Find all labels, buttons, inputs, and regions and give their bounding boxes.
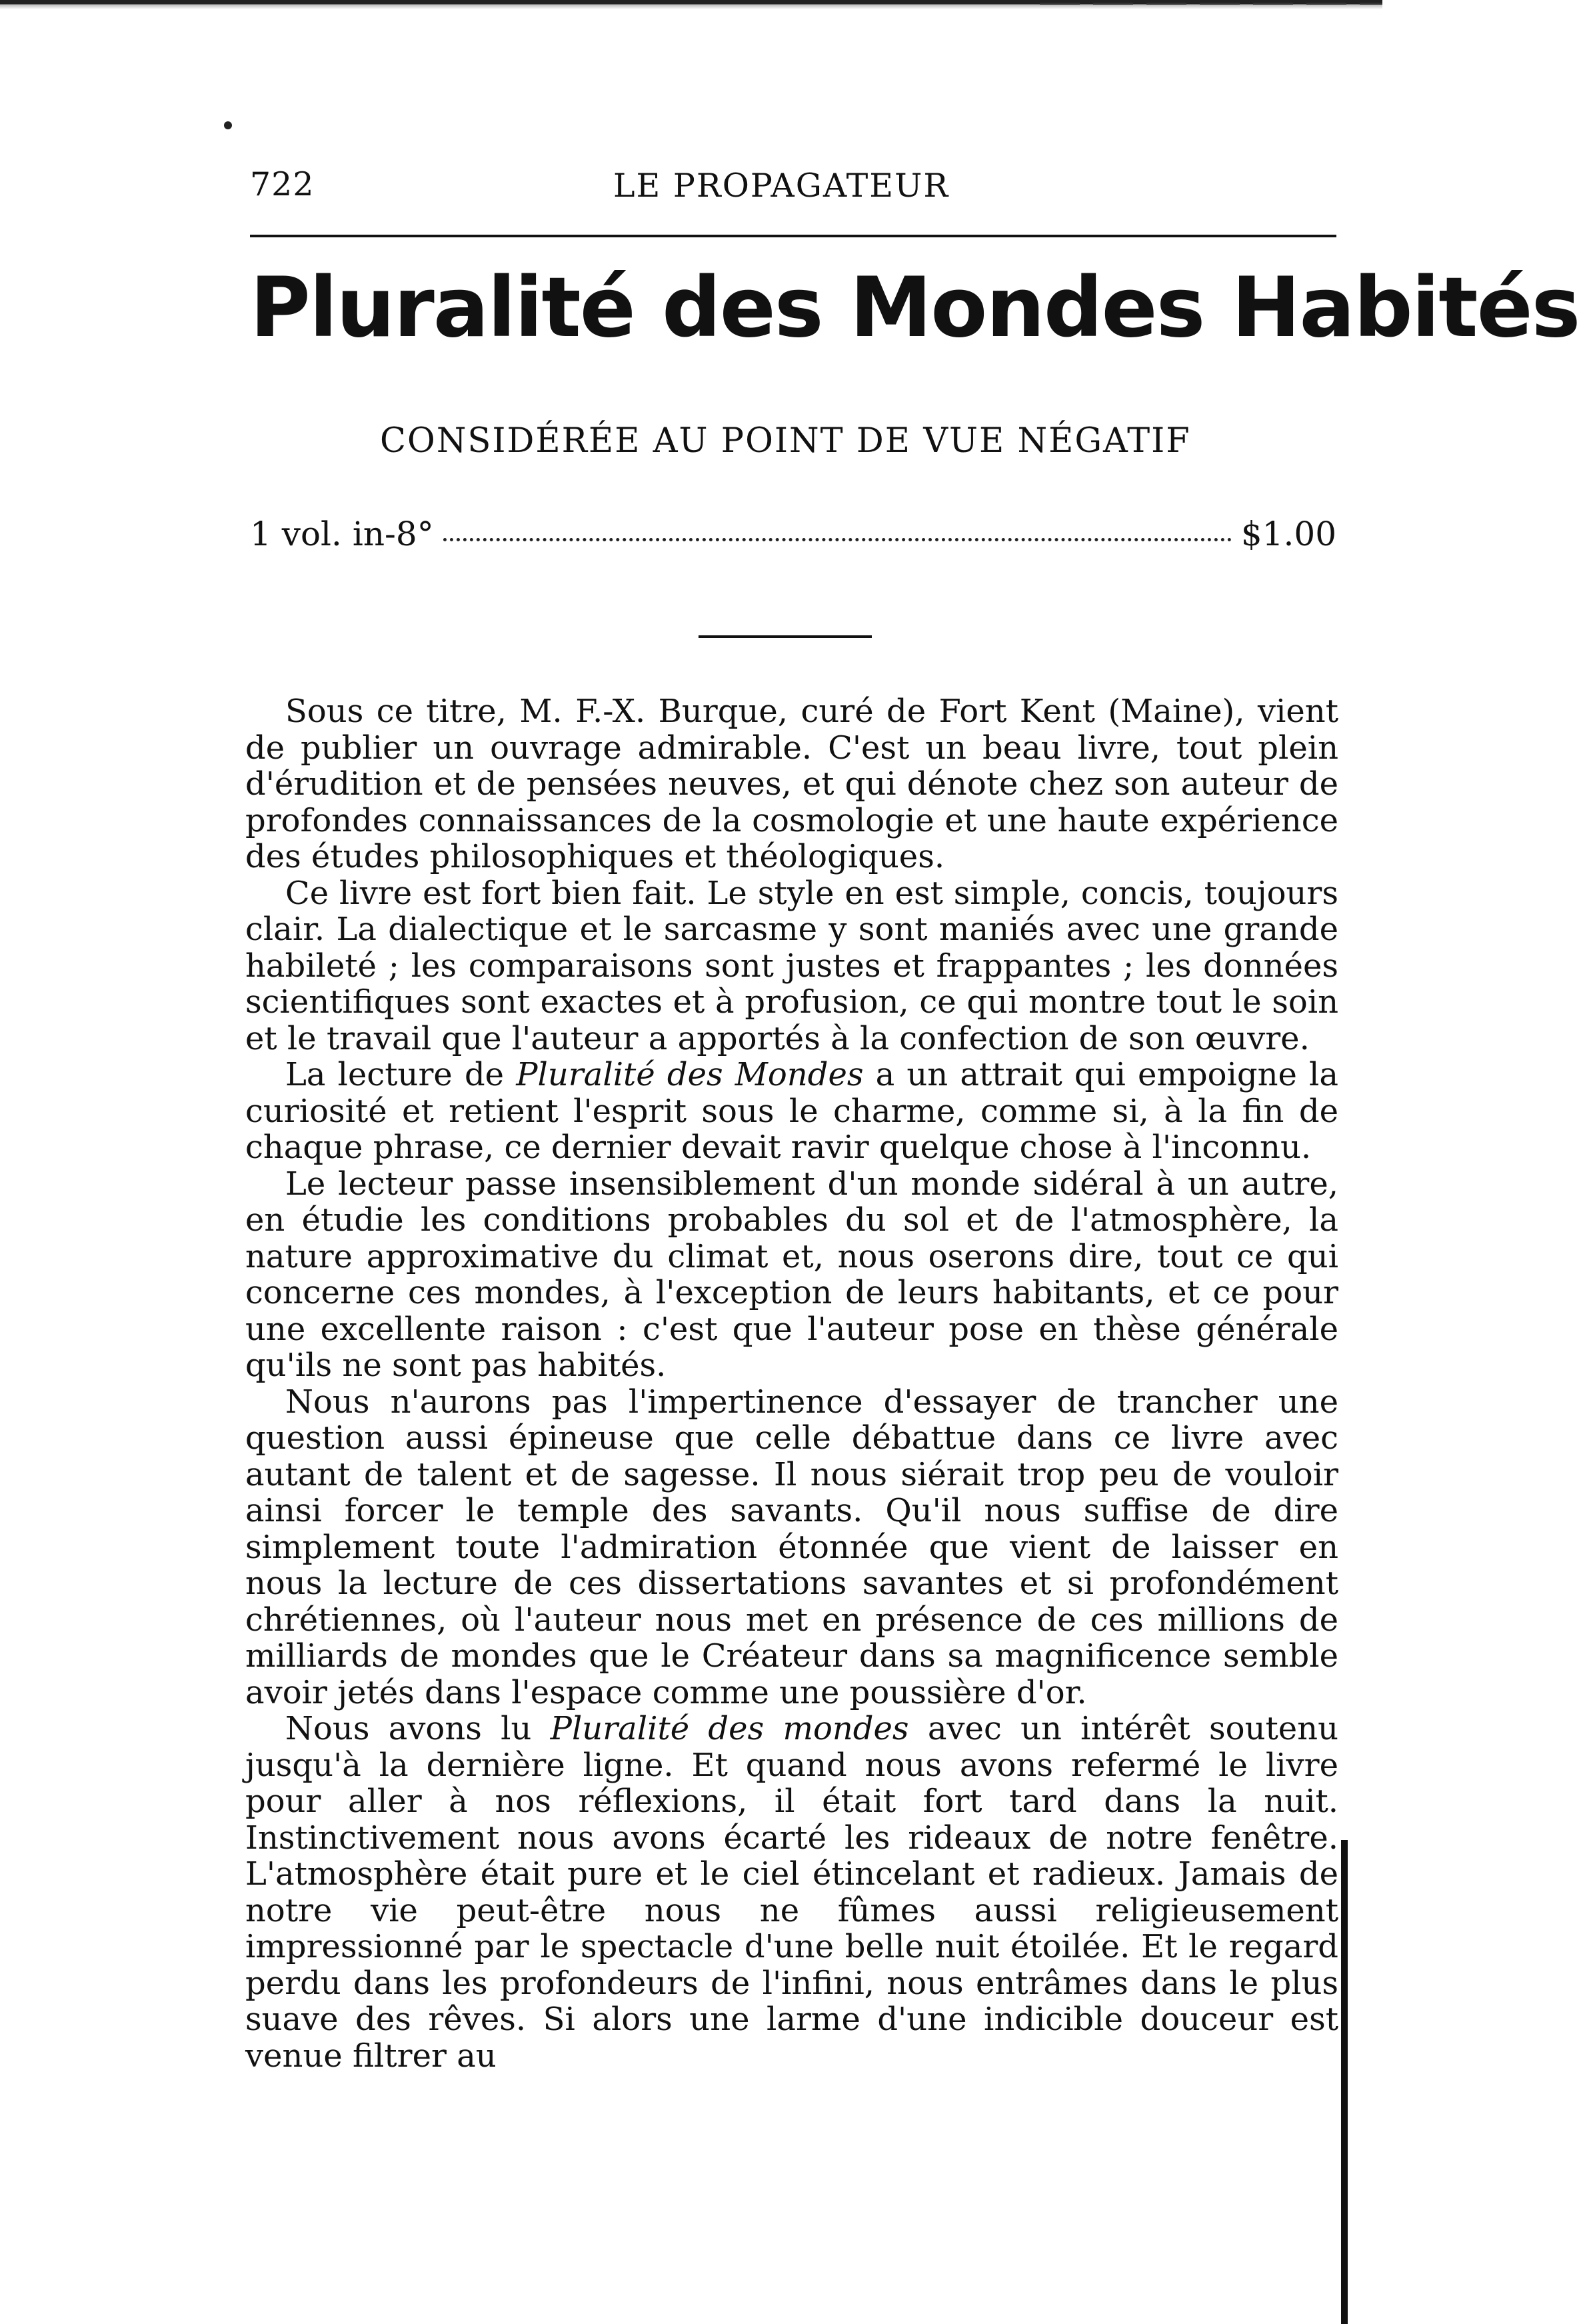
article-title: Pluralité des Mondes Habités [250, 260, 1579, 356]
book-title-italic: Pluralité des mondes [550, 1710, 909, 1747]
paragraph-text: a un attrait qui empoigne la curiosité et retient l'esprit sous le charme, comme si, à la fin de chaque phrase, ce dernier devait ravir quelque chose à l'inconnu. [245, 1056, 1339, 1166]
paragraph-text: Sous ce titre, M. F.-X. Burque, curé de Fort Kent (Maine), vient de publier un ouvrage admirable. C'est un beau livre, tout plein d'érudition et de pensées neuves, et qui dénote chez son auteur de profondes connaissances de la cosmologie et une haute expérience des études philosophiques et théologiques. [245, 693, 1338, 875]
article-body [245, 693, 1338, 2074]
paragraph [245, 693, 1338, 875]
page-number: 722 [250, 165, 315, 203]
paragraph [245, 1384, 1338, 1711]
price: $1.00 [1240, 515, 1336, 553]
price-line [250, 515, 1336, 553]
section-divider [699, 635, 872, 638]
paragraph [245, 875, 1338, 1057]
running-head: LE PROPAGATEUR [613, 167, 950, 205]
paragraph-text: Ce livre est fort bien fait. Le style en est simple, concis, toujours clair. La dialectique et le sarcasme y sont maniés avec une grande habileté ; les comparaisons sont justes et frappantes ; les données scientifiques sont exactes et à profusion, ce qui montre tout le soin et le travail que l'auteur a apportés à la confection de son œuvre. [245, 874, 1338, 1057]
article-subtitle: CONSIDÉRÉE AU POINT DE VUE NÉGATIF [380, 421, 1191, 461]
scan-border-right [1341, 1840, 1348, 2324]
header-rule [250, 235, 1336, 237]
paragraph [245, 1166, 1338, 1384]
paragraph-text: avec un intérêt soutenu jusqu'à la dernière ligne. Et quand nous avons refermé le livre pour aller à nos réflexions, il était fort tard dans la nuit. Instinctivement nous avons écarté les rideaux de notre fenêtre. L'atmosphère était pure et le ciel étincelant et radieux. Jamais de notre vie peut-être nous ne fûmes aussi religieusement impressionné par le spectacle d'une belle nuit étoilée. Et le regard perdu dans les profondeurs de l'infini, nous entrâmes dans le plus suave des rêves. Si alors une larme d'une indicible douceur est venue filtrer au [245, 1710, 1339, 2075]
paragraph-text: Nous n'aurons pas l'impertinence d'essayer de trancher une question aussi épineuse que celle débattue dans ce livre avec autant de talent et de sagesse. Il nous siérait trop peu de vouloir ainsi forcer le temple des savants. Qu'il nous suffise de dire simplement toute l'admiration étonnée que vient de laisser en nous la lecture de ces dissertations savantes et si profondément chrétiennes, où l'auteur nous met en présence de ces millions de milliards de mondes que le Créateur dans sa magnificence semble avoir jetés dans l'espace comme une poussière d'or. [245, 1383, 1338, 1711]
ink-spot [224, 121, 232, 129]
paragraph [245, 1057, 1338, 1166]
paragraph-text: Le lecteur passe insensiblement d'un monde sidéral à un autre, en étudie les conditions probables du sol et de l'atmosphère, la nature approximative du climat et, nous oserons dire, tout ce qui concerne ces mondes, à l'exception de leurs habitants, et ce pour une excellente raison : c'est que l'auteur pose en thèse générale qu'ils ne sont pas habités. [245, 1165, 1338, 1384]
book-title-italic: Pluralité des Mondes [516, 1056, 864, 1093]
paragraph [245, 1711, 1338, 2074]
volume-format: 1 vol. in-8° [250, 515, 434, 553]
dot-leader [443, 537, 1232, 541]
paragraph-text: La lecture de [285, 1056, 517, 1093]
scan-border-top [0, 0, 1382, 9]
paragraph-text: Nous avons lu [285, 1710, 551, 1747]
